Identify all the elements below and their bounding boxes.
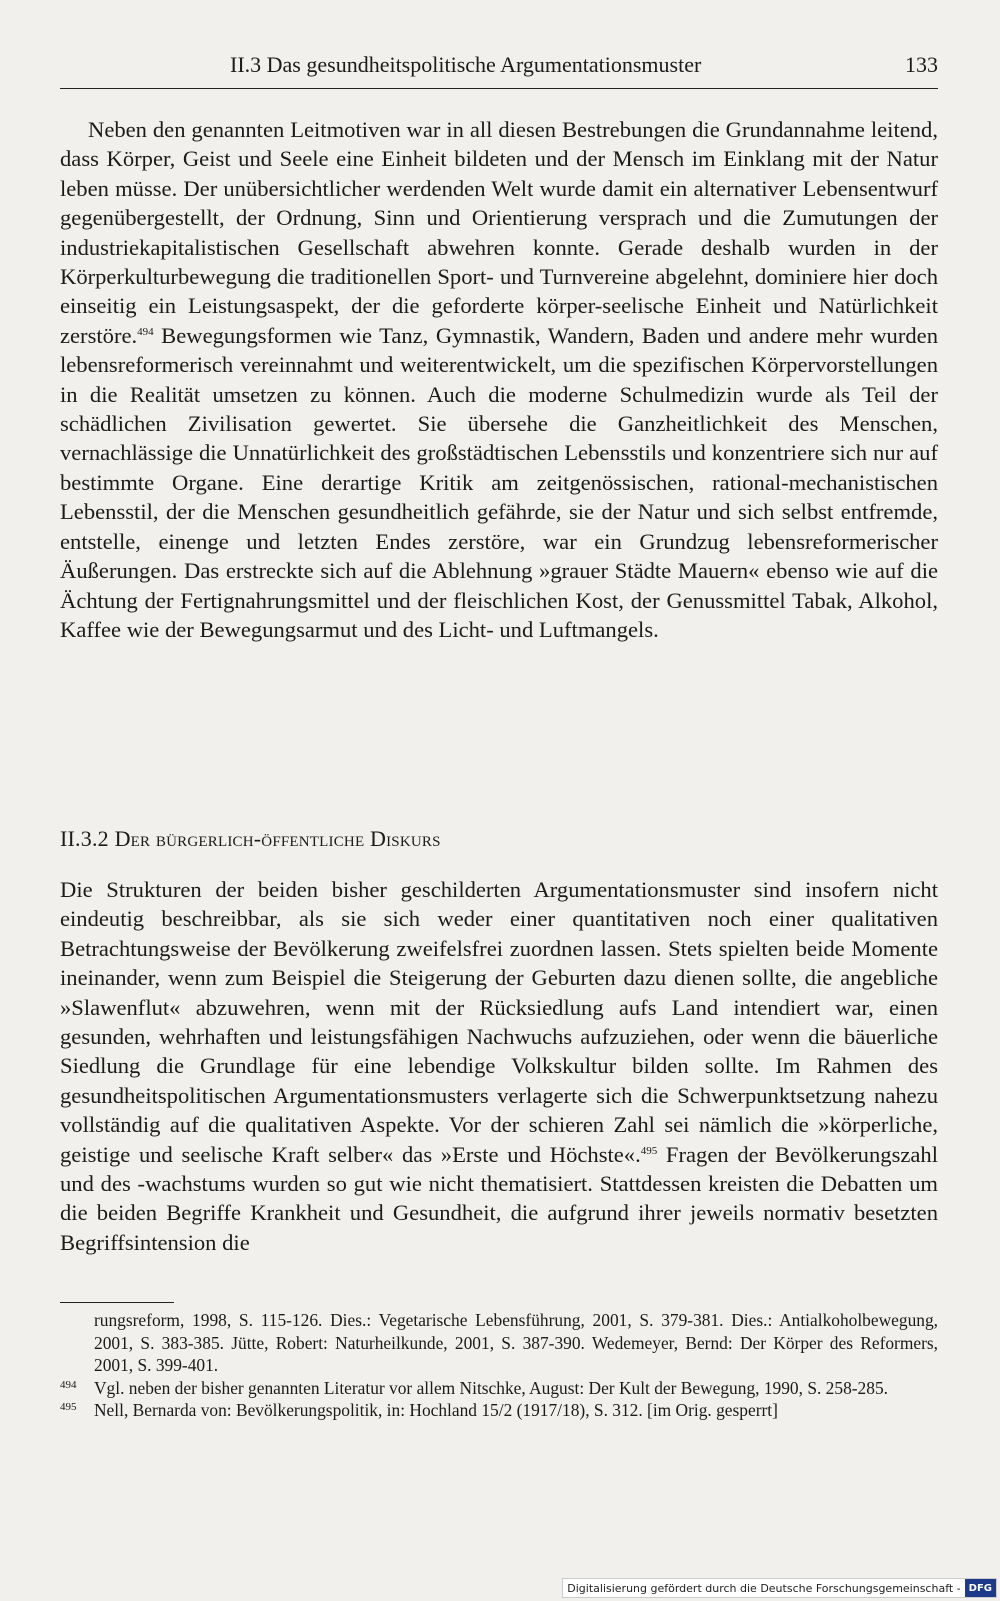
- footnote-ref-494: 494: [137, 325, 154, 338]
- footnote-number: 495: [60, 1401, 77, 1414]
- section-heading: [60, 826, 441, 852]
- running-title: II.3 Das gesundheitspolitische Argumentationsmuster: [230, 52, 702, 77]
- section-title: Der bürgerlich-öffentliche Diskurs: [114, 826, 441, 851]
- section-number: II.3.2: [60, 826, 115, 851]
- running-head: [60, 52, 938, 86]
- paragraph-2-text-b: Fragen der Bevölkerungszahl und des -wachstums wurden so gut wie nicht thematisiert. Stattdessen kreisten die Debatten um die beiden Begriffe Krankheit und Gesundheit, die aufgrund ihrer jeweils normativ besetzten Begriffsintension die: [60, 1141, 938, 1255]
- funding-note: Digitalisierung gefördert durch die Deutsche Forschungsgemeinschaft -: [567, 1581, 961, 1595]
- paragraph-2-text-a: Die Strukturen der beiden bisher geschilderten Argumentationsmuster sind insofern nicht eindeutig beschreibbar, als sie sich weder einer quantitativen noch einer qualitativen Betrachtungsweise der Bevölkerung zweifelsfrei zuordnen lassen. Stets spielten beide Momente ineinander, wenn zum Beispiel die Steigerung der Geburten dazu dienen sollte, die angebliche »Slawenflut« abzuwehren, wenn mit der Rücksiedlung aufs Land intendiert war, einen gesunden, wehrhaften und leistungsfähigen Nachwuchs aufzuziehen, oder wenn die bäuerliche Siedlung die Grundlage für eine lebendige Volkskultur bilden sollte. Im Rahmen des gesundheitspolitischen Argumentationsmusters verlagerte sich die Schwerpunktsetzung nahezu vollständig auf die qualitativen Aspekte. Vor der schieren Zahl sei nämlich die »körperliche, geistige und seelische Kraft selber« das »Erste und Höchste«.: [60, 877, 938, 1167]
- paragraph-1: [60, 115, 938, 644]
- footnote-rule: [60, 1302, 174, 1303]
- funding-banner: [562, 1578, 997, 1598]
- footnote-text: Vgl. neben der bisher genannten Literatur vor allem Nitschke, August: Der Kult der Bewegung, 1990, S. 258-285.: [94, 1377, 888, 1398]
- paragraph-1-text-a: Neben den genannten Leitmotiven war in all diesen Bestrebungen die Grundannahme leitend, dass Körper, Geist und Seele eine Einheit bildeten und der Mensch im Einklang mit der Natur leben müsse. Der unübersichtlicher werdenden Welt wurde damit ein alternativer Lebensentwurf gegenübergestellt, der Ordnung, Sinn und Orientierung versprach und die Zumutungen der industriekapitalistischen Gesellschaft abwehren konnte. Gerade deshalb wurden in der Körperkulturbewegung die traditionellen Sport- und Turnvereine abgelehnt, dominiere hier doch einseitig ein Leistungsaspekt, der die geforderte körper-seelische Einheit und Natürlichkeit zerstöre.: [60, 117, 938, 348]
- footnote-495: [60, 1399, 938, 1422]
- footnote-494: [60, 1377, 938, 1400]
- paragraph-2: [60, 875, 938, 1257]
- footnotes: [60, 1309, 938, 1422]
- header-rule: [60, 88, 938, 89]
- footnote-text: Nell, Bernarda von: Bevölkerungspolitik, in: Hochland 15/2 (1917/18), S. 312. [im Orig. gesperrt]: [94, 1400, 778, 1421]
- dfg-logo: DFG: [965, 1579, 996, 1597]
- paragraph-1-text-b: Bewegungsformen wie Tanz, Gymnastik, Wandern, Baden und andere mehr wurden lebensreformerisch vereinnahmt und weiterentwickelt, um die spezifischen Körpervorstellungen in die Realität umsetzen zu können. Auch die moderne Schulmedizin wurde als Teil der schädlichen Zivilisation gewertet. Sie übersehe die Ganzheitlichkeit des Menschen, vernachlässige die Unnatürlichkeit des großstädtischen Lebensstils und konzentriere sich nur auf bestimmte Organe. Eine derartige Kritik am zeitgenössischen, rational-mechanistischen Lebensstil, der die Menschen gesundheitlich gefährde, sie der Natur und sich selbst entfremde, entstelle, einenge und letzten Endes zerstöre, war ein Grundzug lebensreformerischer Äußerungen. Das erstreckte sich auf die Ablehnung »grauer Städte Mauern« ebenso wie auf die Ächtung der Fertignahrungsmittel und der fleischlichen Kost, der Genussmittel Tabak, Alkohol, Kaffee wie der Bewegungsarmut und des Licht- und Luftmangels.: [60, 322, 938, 642]
- footnote-continuation: rungsreform, 1998, S. 115-126. Dies.: Vegetarische Lebensführung, 2001, S. 379-381. Dies.: Antialkoholbewegung, 2001, S. 383-385. Jütte, Robert: Naturheilkunde, 2001, S. 387-390. Wedemeyer, Bernd: Der Körper des Reformers, 2001, S. 399-401.: [94, 1310, 938, 1376]
- footnote-ref-495: 495: [640, 1144, 658, 1157]
- page-number: 133: [905, 52, 938, 77]
- footnote-number: 494: [60, 1378, 77, 1391]
